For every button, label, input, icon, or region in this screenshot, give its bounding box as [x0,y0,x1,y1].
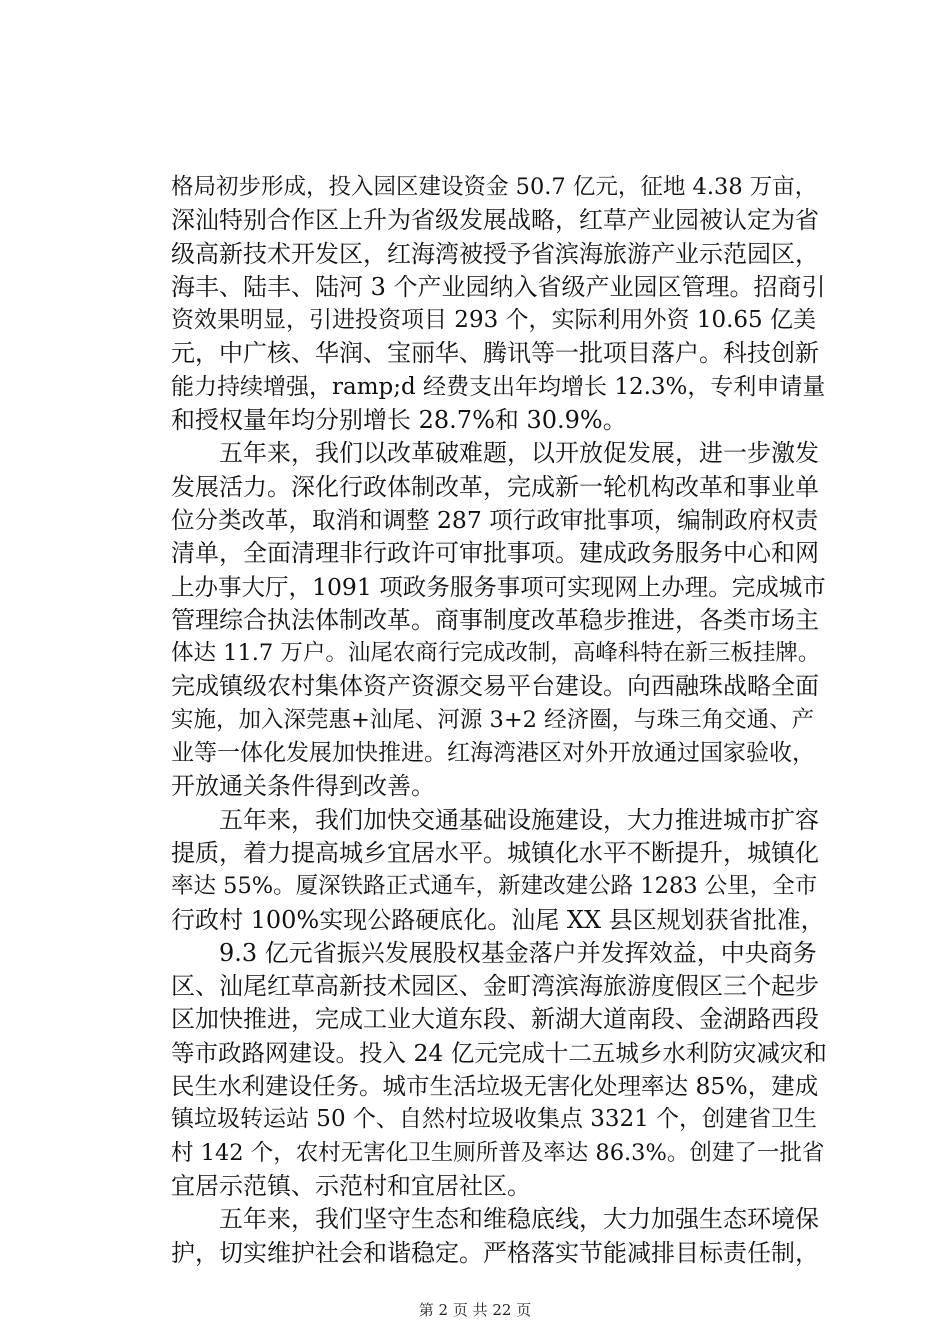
text-line: 管理综合执法体制改革。商事制度改革稳步推进，各类市场主 [171,605,819,634]
page-footer [0,1300,950,1320]
text-line: 等市政路网建设。投入 24 亿元完成十二五城乡水利防灾减灾和 [171,1038,827,1067]
text-line: 完成镇级农村集体资产资源交易平台建设。向西融珠战略全面 [171,672,819,701]
text-line: 护，切实维护社会和谐稳定。严格落实节能减排目标责任制， [171,1238,819,1267]
text-line: 实施，加入深莞惠+汕尾、河源 3+2 经济圈，与珠三角交通、产 [171,706,815,733]
paragraph-start-line: 五年来，我们以改革破难题，以开放促发展，进一步激发 [219,439,819,468]
text-line: 镇垃圾转运站 50 个、自然村垃圾收集点 3321 个，创建省卫生 [171,1106,818,1133]
text-line: 率达 55%。厦深铁路正式通车，新建改建公路 1283 公里，全市 [171,873,818,900]
document-body [171,171,827,1270]
text-line: 开放通关条件得到改善。 [171,772,435,801]
paragraph-start-line: 五年来，我们加快交通基础设施建设，大力推进城市扩容 [219,805,819,834]
text-line: 区、汕尾红草高新技术园区、金町湾滨海旅游度假区三个起步 [171,972,819,1001]
text-line: 位分类改革，取消和调整 287 项行政审批事项，编制政府权责 [171,505,819,534]
text-line: 能力持续增强，ramp;d 经费支出年均增长 12.3%，专利申请量 [171,373,826,400]
text-line: 村 142 个，农村无害化卫生厕所普及率达 86.3%。创建了一批省 [171,1139,825,1166]
paragraph-start-line: 9.3 亿元省振兴发展股权基金落户并发挥效益，中央商务 [219,938,817,967]
text-line: 上办事大厅，1091 项政务服务事项可实现网上办理。完成城市 [171,572,826,601]
text-line: 元，中广核、华润、宝丽华、腾讯等一批项目落户。科技创新 [171,339,819,368]
text-line: 资效果明显，引进投资项目 293 个，实际利用外资 10.65 亿美 [171,307,816,334]
text-line: 提质，着力提高城乡宜居水平。城镇化水平不断提升，城镇化 [171,838,819,867]
text-line: 宜居示范镇、示范村和宜居社区。 [171,1171,531,1200]
text-line: 行政村 100%实现公路硬底化。汕尾 XX 县区规划获省批准， [171,905,825,934]
text-line: 深汕特别合作区上升为省级发展战略，红草产业园被认定为省 [171,206,819,235]
text-line: 和授权量年均分别增长 28.7%和 30.9%。 [171,406,627,435]
paragraph-start-line: 五年来，我们坚守生态和维稳底线，大力加强生态环境保 [219,1205,819,1234]
page-number-label: 第 2 页 共 22 页 [418,1301,532,1319]
text-line: 清单，全面清理非行政许可审批事项。建成政务服务中心和网 [171,539,819,568]
text-line: 民生水利建设任务。城市生活垃圾无害化处理率达 85%，建成 [171,1072,819,1101]
text-line: 发展活力。深化行政体制改革，完成新一轮机构改革和事业单 [171,472,819,501]
text-line: 区加快推进，完成工业大道东段、新湖大道南段、金湖路西段 [171,1005,819,1034]
text-line: 业等一体化发展加快推进。红海湾港区对外开放通过国家验收， [171,740,815,767]
text-line: 体达 11.7 万户。汕尾农商行完成改制，高峰科特在新三板挂牌。 [171,640,821,667]
text-line: 级高新技术开发区，红海湾被授予省滨海旅游产业示范园区， [171,239,819,268]
text-line: 海丰、陆丰、陆河 3 个产业园纳入省级产业园区管理。招商引 [171,272,826,301]
text-line: 格局初步形成，投入园区建设资金 50.7 亿元，征地 4.38 万亩， [171,174,818,200]
